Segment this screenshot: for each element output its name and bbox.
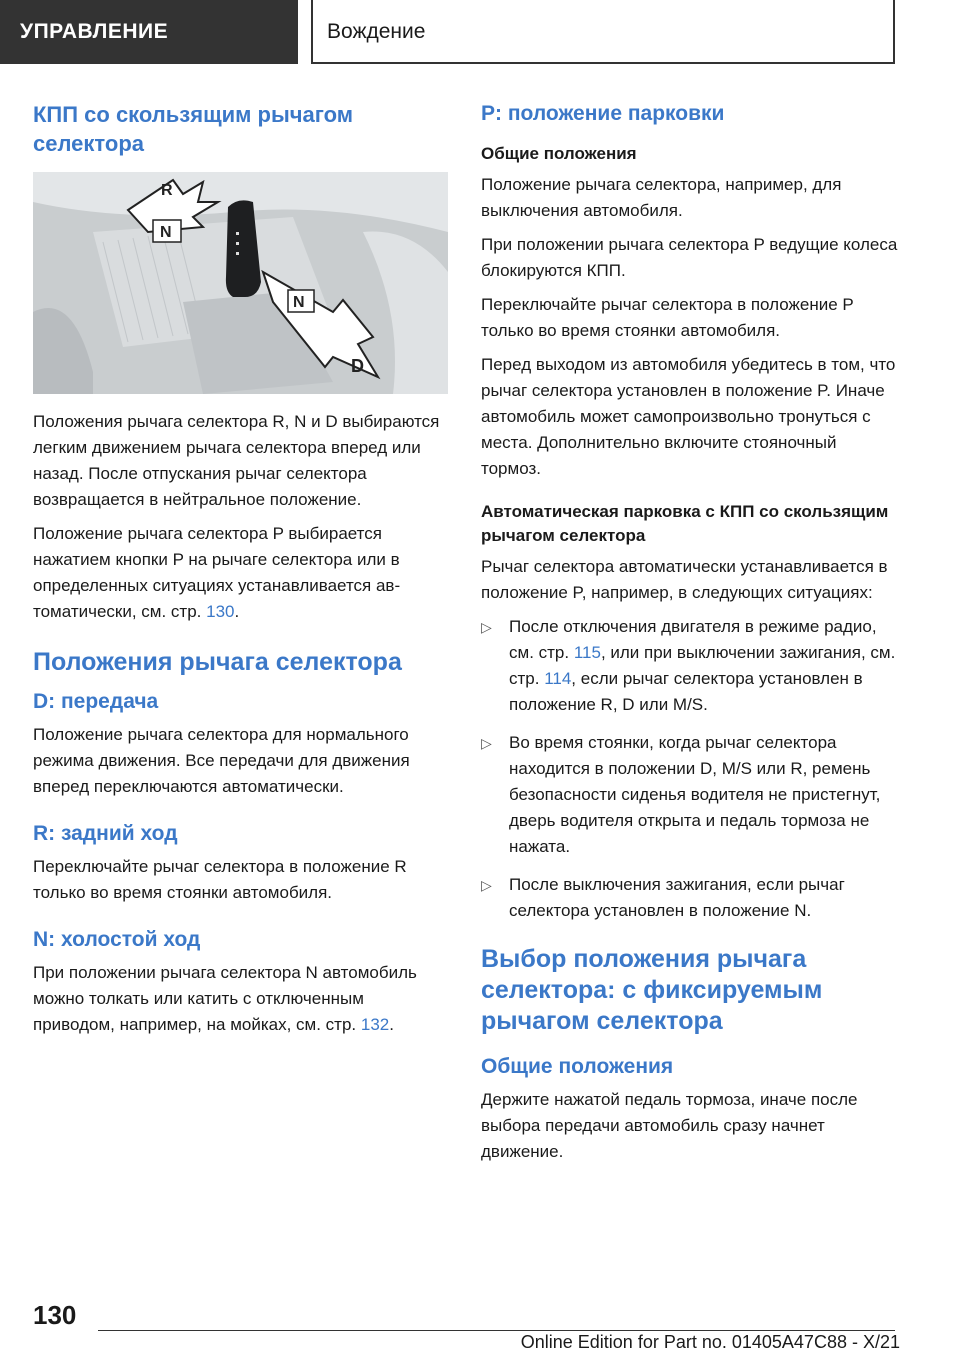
section-tab: УПРАВЛЕНИЕ [0,0,298,64]
triangle-bullet-icon: ▷ [481,619,492,635]
heading-general-2: Общие положения [481,1055,674,1078]
paragraph-p-selection: Положение рычага селектора P выбирается нажатием кнопки P на рычаге селектора или в определенных ситуациях устанавливается автоматически, см. стр. 130. [33,524,401,621]
list-item: ▷ После отключения двигателя в режиме радио, см. стр. 115, или при выключении зажигания, см. стр. 114, если рычаг селектора установлен в положение R, D или M/S. [481,614,901,718]
list-item: ▷ Во время стоянки, когда рычаг селектора находится в положении D, M/S или R, ремень безопасности сиденья водителя не пристегнут, дверь водителя открыта и педаль тормоза не нажата. [481,730,901,860]
auto-park-list [481,614,901,924]
heading-fixed-selector: Выбор положения рычага селектора: с фиксируемым рычагом селектора [481,945,823,1035]
triangle-bullet-icon: ▷ [481,735,492,751]
heading-sliding-selector: КПП со скользящим рычагом селектора [33,102,354,156]
subsection-title: Вождение [311,0,895,64]
paragraph-n-neutral: При положении рычага селектора N автомобиль можно толкать или катить с отключенным приводом, например, на мойках, см. стр. 132. [33,963,417,1034]
heading-selector-positions: Положения рычага селектора [33,648,402,676]
heading-d-drive: D: передача [33,690,159,713]
label-n: N [160,224,172,241]
heading-r-reverse: R: задний ход [33,822,178,845]
heading-auto-park: Автоматическая парковка с КПП со скользящим рычагом селектора [481,502,889,545]
paragraph-brake: Держите нажатой педаль тормоза, иначе после выбора передачи автомобиль сразу начнет движение. [481,1090,858,1161]
footer-divider [98,1330,895,1331]
paragraph-selector-positions: Положения рычага селектора R, N и D выбираются легким движением рычага селектора вперед или назад. После отпускания рычаг селектора возвращается в нейтральное положение. [33,412,440,509]
triangle-bullet-icon: ▷ [481,877,492,893]
heading-general: Общие положения [481,144,637,163]
paragraph-p-exit: Перед выходом из автомобиля убедитесь в том, что рычаг селектора установлен в положение P. Иначе автомобиль может самопроизвольно тронуться с места. Дополнительно включите стояночный тормоз. [481,355,896,478]
page-number: 130 [33,1300,77,1330]
paragraph-d-drive: Положение рычага селектора для нормального режима движения. Все передачи для движения вперед переключаются автоматически. [33,725,410,796]
page-link-130[interactable]: 130 [206,602,235,621]
paragraph-auto-park: Рычаг селектора автоматически устанавливается в положение P, например, в следующих ситуациях: [481,557,888,602]
heading-n-neutral: N: холостой ход [33,928,201,951]
paragraph-p-general: Положение рычага селектора, например, для выключения автомобиля. [481,175,842,220]
left-column [33,100,448,1046]
page-link-114[interactable]: 114 [544,669,572,688]
paragraph-p-wheels: При положении рычага селектора P ведущие колеса блокируются КПП. [481,235,898,280]
heading-p-park: P: положение парковки [481,102,725,125]
gear-selector-illustration [33,172,448,394]
paragraph-p-switch: Переключайте рычаг селектора в положение P только во время стоянки автомобиля. [481,295,854,340]
page-link-132[interactable]: 132 [360,1015,390,1034]
footer-edition: Online Edition for Part no. 01405A47C88 - X/21 [520,1332,900,1352]
label-r: R [161,182,173,199]
page-link-115[interactable]: 115 [573,643,601,662]
label-d: D [351,356,364,376]
right-column [481,100,901,1173]
label-n-lower: N [293,294,305,311]
paragraph-r-reverse: Переключайте рычаг селектора в положение R только во время стоянки автомобиля. [33,857,407,902]
list-item: ▷ После выключения зажигания, если рычаг селектора установлен в положение N. [481,872,901,924]
